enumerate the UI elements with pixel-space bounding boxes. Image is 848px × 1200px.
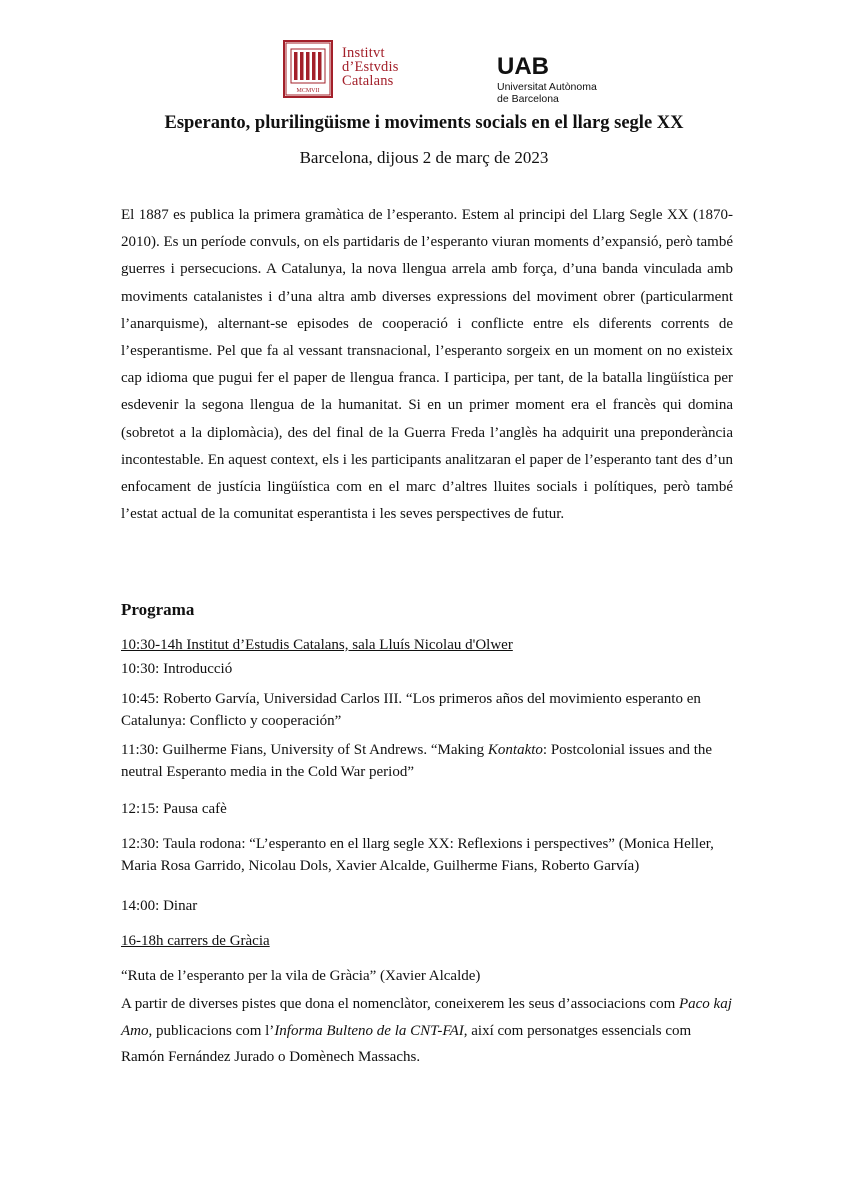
route-description xyxy=(121,991,733,1071)
program-item xyxy=(121,739,733,783)
uab-logo xyxy=(497,55,597,105)
uab-name xyxy=(497,81,597,105)
program-item: 14:00: Dinar xyxy=(121,898,198,914)
uab-wordmark: UAB xyxy=(497,53,549,80)
route-text: A partir de diverses pistes que dona el nomenclàtor, coneixerem les seus d’associacions com xyxy=(121,996,679,1012)
uab-name-line: de Barcelona xyxy=(497,93,559,105)
iec-name xyxy=(342,46,432,88)
uab-name-line: Universitat Autònoma xyxy=(497,81,597,93)
route-italic: Paco kaj Amo xyxy=(121,996,732,1039)
iec-seal-icon xyxy=(283,40,333,98)
route-title: “Ruta de l’esperanto per la vila de Gràcia” (Xavier Alcalde) xyxy=(121,968,481,984)
iec-name-line: Catalans xyxy=(342,73,394,89)
route-italic: Informa Bulteno de la CNT-FAI xyxy=(274,1022,464,1039)
document-title: Esperanto, plurilingüisme i moviments socials en el llarg segle XX xyxy=(164,113,684,133)
program-item: 12:15: Pausa cafè xyxy=(121,801,227,817)
program-item-italic: Kontakto xyxy=(487,742,543,758)
route-text: , així com personatges essencials com Ramón Fernández Jurado o Domènech Massachs. xyxy=(121,1022,692,1065)
program-item-text: 11:30: Guilherme Fians, University of St Andrews. “Making xyxy=(121,742,488,758)
program-item: 10:45: Roberto Garvía, Universidad Carlos III. “Los primeros años del movimiento esperanto en Catalunya: Conflicto y cooperación” xyxy=(121,691,701,729)
session-header: 10:30-14h Institut d’Estudis Catalans, sala Lluís Nicolau d'Olwer xyxy=(121,637,513,653)
program-heading: Programa xyxy=(121,600,195,619)
intro-paragraph: El 1887 es publica la primera gramàtica de l’esperanto. Estem al principi del Llarg Segle XX (1870-2010). Es un període convuls, on els partidaris de l’esperanto viuran moments d’expansió, però també guerres i persecucions. A Catalunya, la nova llengua arrela amb força, d’una banda vinculada amb moviments catalanistes i d’una altra amb diverses expressions del moviment obrer (particularment l’anarquisme), alternant-se episodes de cooperació i conflicte entre els diferents corrents de l’esperantisme. Pel que fa al vessant transnacional, l’esperanto sorgeix en un moment on no existeix cap idioma que pugui fer el paper de llengua franca. I participa, per tant, de la batalla lingüística per esdevenir la segona llengua de la humanitat. Si en un primer moment era el francès qui domina (sobretot a la diplomàcia), des del final de la Guerra Freda l’anglès ha adquirit una preponderància incontestable. En aquest context, els i les participants analitzaran el paper de l’esperanto tant des d’un enfocament de justícia lingüística com en el marc d’altres lluites socials i polítiques, però també l’estat actual de la comunitat esperantista i les seves perspectives de futur. xyxy=(121,207,733,523)
iec-seal-text: MCMVII xyxy=(296,88,320,94)
document-subtitle: Barcelona, dijous 2 de març de 2023 xyxy=(299,148,549,167)
iec-name-line: Institvt xyxy=(342,45,385,61)
program-item: 10:30: Introducció xyxy=(121,661,233,677)
program-item: 12:30: Taula rodona: “L’esperanto en el llarg segle XX: Reflexions i perspectives” (Monica Heller, Maria Rosa Garrido, Nicolau Dols, Xavier Alcalde, Guilherme Fians, Roberto Garvía) xyxy=(121,836,714,874)
route-text: , publicacions com l’ xyxy=(148,1022,275,1039)
iec-name-line: d’Estvdis xyxy=(342,59,399,75)
program-item-text: : Postcolonial issues and the neutral Esperanto media in the Cold War period” xyxy=(121,742,713,780)
session-header: 16-18h carrers de Gràcia xyxy=(121,933,270,949)
